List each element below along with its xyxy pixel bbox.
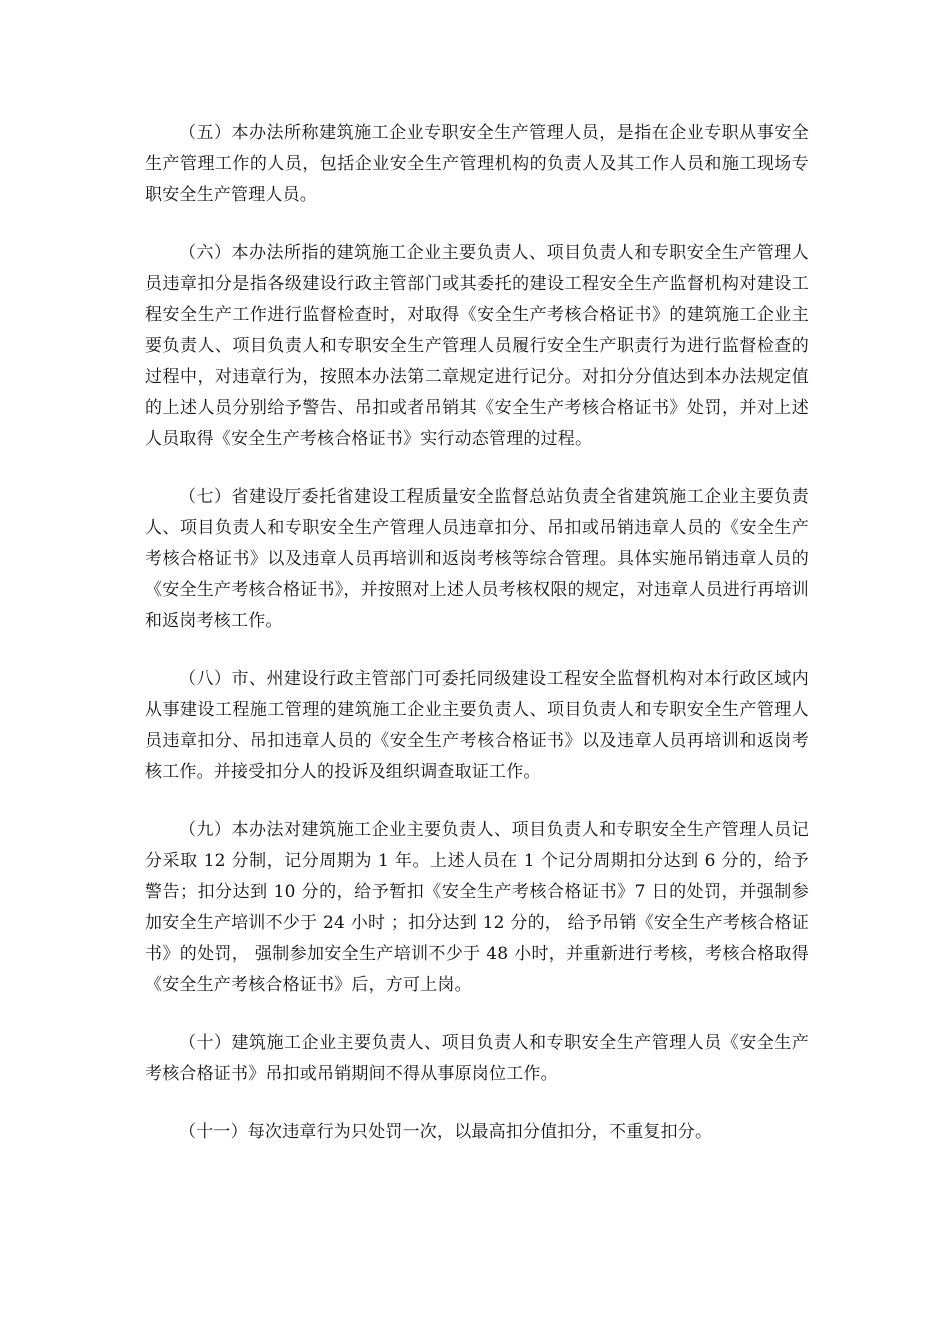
paragraph-8: （八）市、州建设行政主管部门可委托同级建设工程安全监督机构对本行政区域内从事建设工程施工管理的建筑施工企业主要负责人、项目负责人和专职安全生产管理人员违章扣分、吊扣违章人员的《安全生产考核合格证书》以及违章人员再培训和返岗考核工作。并接受扣分人的投诉及组织调查取证工作。	[145, 669, 809, 782]
paragraph-11: （十一）每次违章行为只处罚一次，以最高扣分值扣分，不重复扣分。	[179, 1122, 713, 1142]
paragraph-9: （九）本办法对建筑施工企业主要负责人、项目负责人和专职安全生产管理人员记分采取 12 分制，记分周期为 1 年。上述人员在 1 个记分周期扣分达到 6 分的，给予警告；扣分达到 10 分的，给予暂扣《安全生产考核合格证书》7 日的处罚，并强制参加安全生产培训不少于 24 小时 ；扣分达到 12 分的， 给予吊销《安全生产考核合格证书》的处罚， 强制参加安全生产培训不少于 48 小时，并重新进行考核，考核合格取得《安全生产考核合格证书》后，方可上岗。	[145, 820, 809, 995]
paragraph-7: （七）省建设厅委托省建设工程质量安全监督总站负责全省建筑施工企业主要负责人、项目负责人和专职安全生产管理人员违章扣分、吊扣或吊销违章人员的《安全生产考核合格证书》以及违章人员再培训和返岗考核等综合管理。具体实施吊销违章人员的《安全生产考核合格证书》，并按照对上述人员考核权限的规定，对违章人员进行再培训和返岗考核工作。	[145, 487, 809, 631]
paragraph-10: （十）建筑施工企业主要负责人、项目负责人和专职安全生产管理人员《安全生产考核合格证书》吊扣或吊销期间不得从事原岗位工作。	[145, 1033, 809, 1084]
document-body	[145, 118, 809, 1175]
paragraph-5: （五）本办法所称建筑施工企业专职安全生产管理人员，是指在企业专职从事安全生产管理工作的人员，包括企业安全生产管理机构的负责人及其工作人员和施工现场专职安全生产管理人员。	[145, 123, 809, 205]
paragraph-6: （六）本办法所指的建筑施工企业主要负责人、项目负责人和专职安全生产管理人员违章扣分是指各级建设行政主管部门或其委托的建设工程安全生产监督机构对建设工程安全生产工作进行监督检查时，对取得《安全生产考核合格证书》的建筑施工企业主要负责人、项目负责人和专职安全生产管理人员履行安全生产职责行为进行监督检查的过程中，对违章行为，按照本办法第二章规定进行记分。对扣分分值达到本办法规定值的上述人员分别给予警告、吊扣或者吊销其《安全生产考核合格证书》处罚，并对上述人员取得《安全生产考核合格证书》实行动态管理的过程。	[145, 243, 809, 449]
